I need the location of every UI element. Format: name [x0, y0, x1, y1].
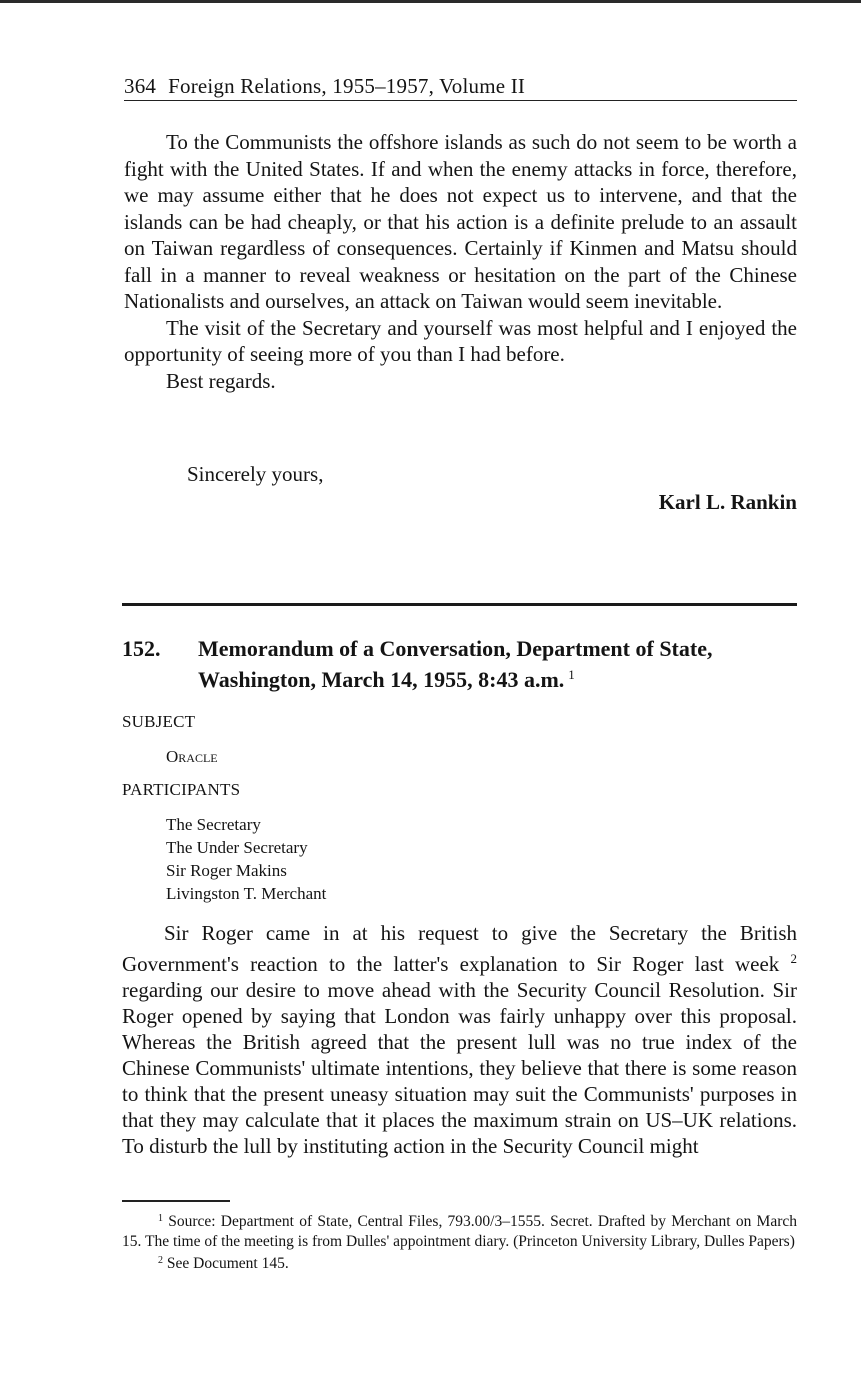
footnote — [122, 1209, 797, 1251]
participant: Livingston T. Merchant — [166, 884, 327, 903]
footnote-marker: 1 — [158, 1213, 163, 1224]
volume-title: Foreign Relations, 1955–1957, Volume II — [168, 74, 526, 98]
section-divider — [122, 603, 797, 606]
document-title: Memorandum of a Conversation, Department of State, Washington, March 14, 1955, 8:43 a.m. — [198, 636, 713, 692]
subject-value: Oracle — [166, 747, 218, 766]
page-number: 364 — [124, 74, 157, 98]
memo-paragraph — [122, 920, 797, 1159]
footnote-marker: 2 — [158, 1255, 163, 1266]
footnote-ref: 2 — [790, 951, 798, 966]
participant: The Secretary — [166, 815, 261, 834]
letter-paragraph: To the Communists the offshore islands as such do not seem to be worth a fight with the United States. If and when the enemy attacks in force, therefore, we may assume either that he does not expect us to intervene, and that the islands can be had cheaply, or that his action is a definite prelude to an assault on Taiwan regardless of consequences. Certainly if Kinmen and Matsu should fall in a manner to reveal weakness or hesitation on the part of the Chinese Nationalists and ourselves, an attack on Taiwan would seem inevitable. — [124, 130, 797, 313]
letter-signature: Karl L. Rankin — [658, 490, 797, 514]
letter-closing: Sincerely yours, — [187, 462, 324, 486]
letter-body — [124, 129, 797, 394]
memo-body — [122, 920, 797, 1159]
participants-label: PARTICIPANTS — [122, 780, 241, 799]
footnotes — [122, 1209, 797, 1274]
participants-list — [166, 813, 326, 905]
footnote — [122, 1251, 797, 1274]
footnote-rule — [122, 1200, 230, 1202]
letter-regards: Best regards. — [166, 368, 276, 393]
footnote-text: Source: Department of State, Central Files, 793.00/3–1555. Secret. Drafted by Merchant on March 15. The time of the meeting is from Dulles' appointment diary. (Princeton University Library, Dulles Papers) — [122, 1213, 798, 1250]
participant: Sir Roger Makins — [166, 861, 287, 880]
memo-text: regarding our desire to move ahead with the Security Council Resolution. Sir Roger opened by saying that London was fairly unhappy over this proposal. Whereas the British agreed that the present lull was no true index of the Chinese Communists' ultimate intentions, they believe that there is some reason to think that the present uneasy situation may suit the Communists' purposes in that they may calculate that it places the maximum strain on US–UK relations. To disturb the lull by instituting action in the Security Council might — [122, 978, 797, 1158]
memo-text: Sir Roger came in at his request to give the Secretary the British Government's reaction to the latter's explanation to Sir Roger last week — [122, 921, 797, 976]
footnote-ref: 1 — [568, 667, 575, 682]
subject-label: SUBJECT — [122, 712, 196, 731]
running-head — [124, 72, 797, 101]
footnote-text: See Document 145. — [166, 1255, 289, 1272]
letter-paragraph: The visit of the Secretary and yourself was most helpful and I enjoyed the opportunity of seeing more of you than I had before. — [124, 315, 797, 366]
document-title-wrap — [198, 636, 798, 693]
document-number: 152. — [122, 636, 161, 661]
participant: The Under Secretary — [166, 838, 308, 857]
top-border — [0, 0, 861, 3]
